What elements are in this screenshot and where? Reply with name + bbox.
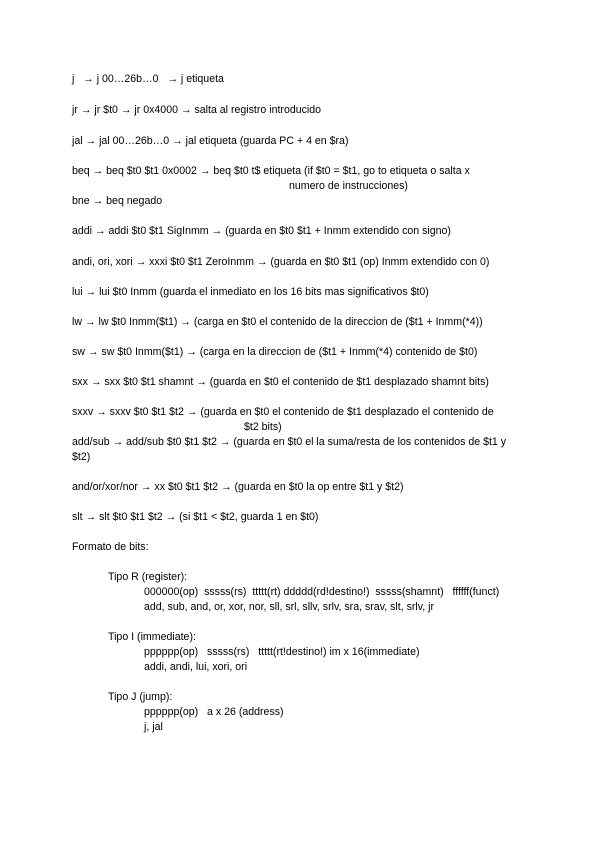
format-type-i-fields: pppppp(op) sssss(rs) ttttt(rt!destino!) im x 16(immediate) [144, 646, 420, 658]
format-type-j-ops: j, jal [144, 721, 163, 733]
instr-beq: beq → beq $t0 $t1 0x0002 → beq $t0 t$ etiqueta (if $t0 = $t1, go to etiqueta o salta x [72, 165, 470, 177]
format-type-i-name: Tipo I (immediate): [108, 631, 196, 643]
format-type-j-name: Tipo J (jump): [108, 691, 173, 703]
instr-addi: addi → addi $t0 $t1 SigInmm → (guarda en $t0 $t1 + Inmm extendido con signo) [72, 225, 451, 237]
instr-lui: lui → lui $t0 Inmm (guarda el inmediato en los 16 bits mas significativos $t0) [72, 286, 429, 298]
format-title: Formato de bits: [72, 541, 149, 553]
instr-sxxv: sxxv → sxxv $t0 $t1 $t2 → (guarda en $t0 el contenido de $t1 desplazado el contenido de [72, 406, 494, 418]
instr-logic: and/or/xor/nor → xx $t0 $t1 $t2 → (guarda en $t0 la op entre $t1 y $t2) [72, 481, 404, 493]
instr-lw: lw → lw $t0 Inmm($t1) → (carga en $t0 el contenido de la direccion de ($t1 + Inmm(*4)) [72, 316, 483, 328]
format-type-i-ops: addi, andi, lui, xori, ori [144, 661, 248, 673]
instr-j: j → j 00…26b…0 → j etiqueta [72, 73, 224, 85]
instr-beq-cont: numero de instrucciones) [289, 180, 408, 192]
format-type-j-fields: pppppp(op) a x 26 (address) [144, 706, 284, 718]
format-type-r-name: Tipo R (register): [108, 571, 188, 583]
instr-addsub-cont: $t2) [72, 451, 91, 463]
instr-sxx: sxx → sxx $t0 $t1 shamnt → (guarda en $t0 el contenido de $t1 desplazado shamnt bits) [72, 376, 489, 388]
instr-bne: bne → beq negado [72, 195, 163, 207]
instr-jr: jr → jr $t0 → jr 0x4000 → salta al registro introducido [72, 104, 322, 116]
instr-sw: sw → sw $t0 Inmm($t1) → (carga en la direccion de ($t1 + Inmm(*4) contenido de $t0) [72, 346, 478, 358]
instr-addsub: add/sub → add/sub $t0 $t1 $t2 → (guarda en $t0 el la suma/resta de los contenidos de $t1 y [72, 436, 507, 448]
instr-andi: andi, ori, xori → xxxi $t0 $t1 ZeroInmm → (guarda en $t0 $t1 (op) Inmm extendido con 0) [72, 256, 490, 268]
instr-sxxv-cont: $t2 bits) [244, 421, 282, 433]
instr-jal: jal → jal 00…26b…0 → jal etiqueta (guarda PC + 4 en $ra) [72, 135, 349, 147]
instr-slt: slt → slt $t0 $t1 $t2 → (si $t1 < $t2, guarda 1 en $t0) [72, 511, 319, 523]
format-type-r-ops: add, sub, and, or, xor, nor, sll, srl, sllv, srlv, sra, srav, slt, srlv, jr [144, 601, 435, 613]
format-type-r-fields: 000000(op) sssss(rs) ttttt(rt) ddddd(rd!destino!) sssss(shamnt) ffffff(funct) [144, 586, 500, 598]
